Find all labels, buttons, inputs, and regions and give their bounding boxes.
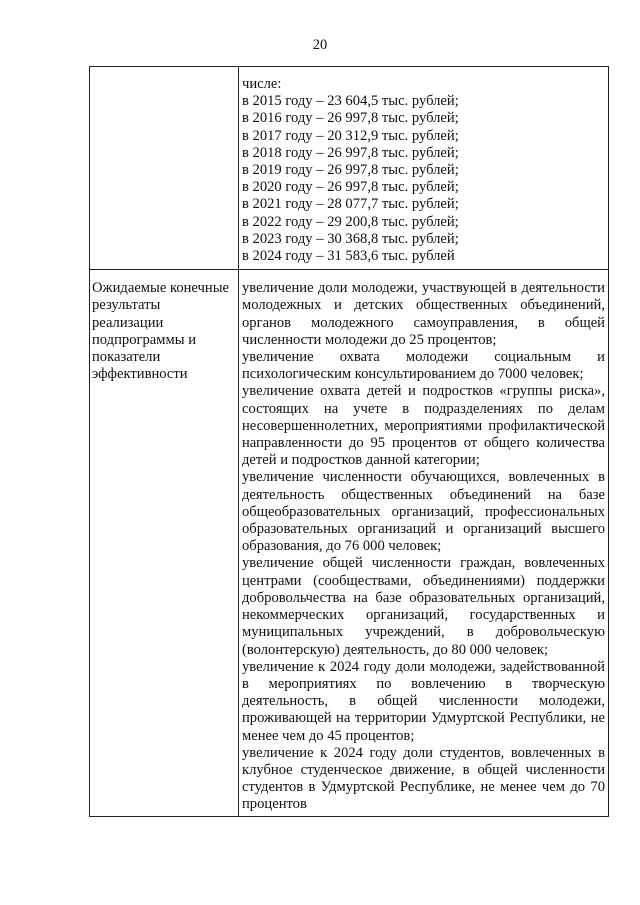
page-number: 20 [312, 37, 328, 53]
result-item-students-associations: увеличение численности обучающихся, вовлеченных в деятельность общественных объединений на базе общеобразовательных организаций, профессиональных образовательных организаций и организаций высшего образования, до 76 000 человек; [242, 469, 605, 555]
results-value-cell [239, 270, 609, 816]
funding-intro: числе: [242, 76, 282, 92]
funding-year-2015: в 2015 году – 23 604,5 тыс. рублей; [242, 93, 459, 110]
funding-year-2021: в 2021 году – 28 077,7 тыс. рублей; [242, 196, 459, 213]
funding-label-cell [90, 67, 239, 270]
result-item-creative-activity: увеличение к 2024 году доли молодежи, задействованной в мероприятиях по вовлечению в творческую деятельность, в общей численности молодежи, проживающей на территории Удмуртской Республики, не менее чем до 45 процентов; [242, 658, 605, 744]
funding-year-2019: в 2019 году – 26 997,8 тыс. рублей; [242, 162, 459, 179]
passport-table [89, 66, 609, 817]
funding-year-2023: в 2023 году – 30 368,8 тыс. рублей; [242, 230, 459, 247]
results-label-line: показатели [92, 349, 161, 366]
result-item-student-clubs: увеличение к 2024 году доли студентов, вовлеченных в клубное студенческое движение, в общей численности студентов в Удмуртской Республике, не менее чем до 70 процентов [242, 744, 605, 813]
funding-year-2016: в 2016 году – 26 997,8 тыс. рублей; [242, 110, 459, 127]
funding-year-2020: в 2020 году – 26 997,8 тыс. рублей; [242, 179, 459, 196]
results-label-line: подпрограммы и [92, 331, 197, 348]
results-label-line: эффективности [92, 366, 188, 383]
results-label-line: Ожидаемые конечные [92, 280, 229, 297]
funding-year-2018: в 2018 году – 26 997,8 тыс. рублей; [242, 144, 459, 161]
results-label-cell [90, 270, 239, 816]
funding-value-cell [239, 67, 609, 270]
result-item-youth-participation: увеличение доли молодежи, участвующей в деятельности молодежных и детских общественных объединений, органов молодежного самоуправления, в общей численности молодежи до 25 процентов; [242, 280, 605, 348]
funding-year-2024: в 2024 году – 31 583,6 тыс. рублей [242, 248, 455, 265]
funding-year-2017: в 2017 году – 20 312,9 тыс. рублей; [242, 127, 459, 144]
results-label-line: реализации [92, 314, 164, 331]
result-item-consulting: увеличение охвата молодежи социальным и психологическим консультированием до 7000 человек; [242, 349, 605, 383]
result-item-volunteering: увеличение общей численности граждан, вовлеченных центрами (сообществами, объединениями) поддержки добровольчества на базе образовательных организаций, некоммерческих организаций, государственных и муниципальных учреждений, в добровольческую (волонтерскую) деятельность, до 80 000 человек; [242, 555, 605, 658]
result-item-risk-group: увеличение охвата детей и подростков «группы риска», состоящих на учете в подразделениях по делам несовершеннолетних, мероприятиями профилактической направленности до 95 процентов от общего количества детей и подростков данной категории; [242, 383, 605, 469]
funding-year-2022: в 2022 году – 29 200,8 тыс. рублей; [242, 213, 459, 230]
funding-row [90, 67, 609, 270]
results-row [90, 270, 609, 816]
results-label-line: результаты [92, 297, 161, 314]
